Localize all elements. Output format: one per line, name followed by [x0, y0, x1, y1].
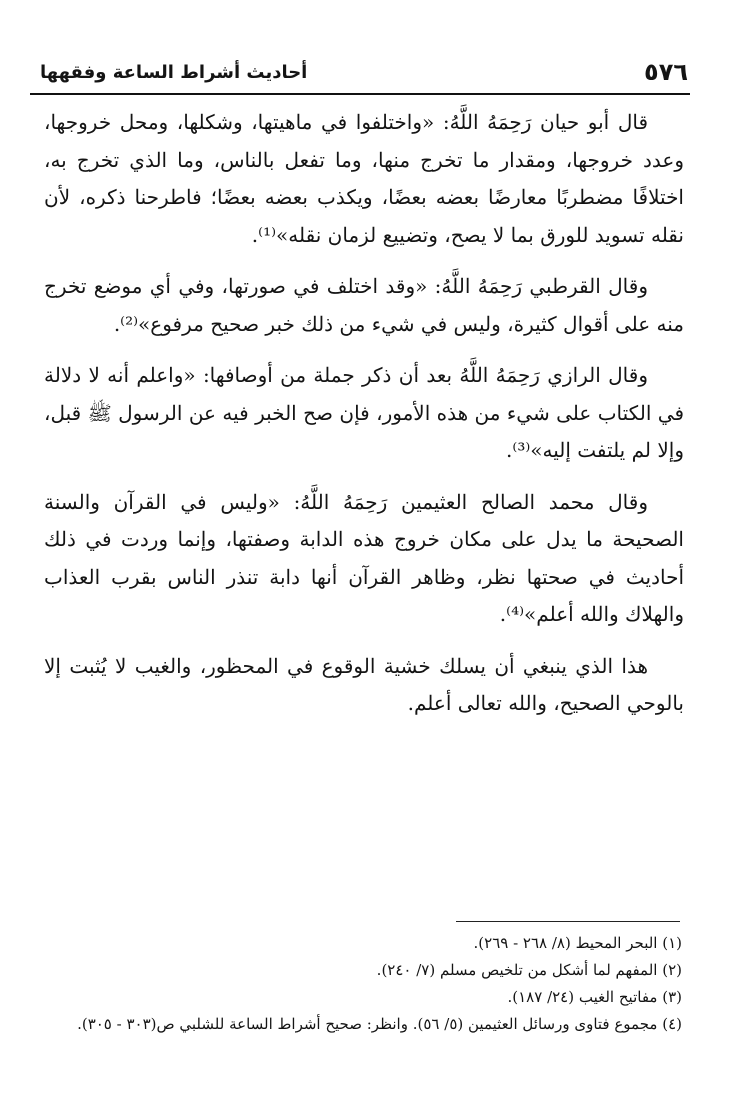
footnote-separator [456, 921, 680, 922]
page-number: ٥٧٦ [644, 58, 688, 86]
footnotes [40, 930, 682, 1038]
footnote-3: (٣) مفاتيح الغيب (٢٤/ ١٨٧). [507, 988, 682, 1006]
paragraph-razi: وقال الرازي رَحِمَهُ اللَّهُ بعد أن ذكر جملة من أوصافها: «واعلم أنه لا دلالة في الكتاب على شيء من هذه الأمور، فإن صح الخبر فيه عن الرسول ﷺ قبل، وإلا لم يلتفت إليه»⁽³⁾. [44, 363, 684, 462]
footnote-4: (٤) مجموع فتاوى ورسائل العثيمين (٥/ ٥٦). وانظر: صحيح أشراط الساعة للشلبي ص(٣٠٣ - ٣٠٥). [77, 1015, 682, 1033]
paragraph-uthaymeen: وقال محمد الصالح العثيمين رَحِمَهُ اللَّهُ: «وليس في القرآن والسنة الصحيحة ما يدل على مكان خروج هذه الدابة وصفتها، وإنما وردت في ذلك أحاديث في صحتها نظر، وظاهر القرآن أنها دابة تنذر الناس بقرب العذاب والهلاك والله أعلم»⁽⁴⁾. [44, 489, 684, 626]
page-header [40, 52, 688, 92]
running-title: أحاديث أشراط الساعة وفقهها [40, 61, 308, 83]
paragraph-qurtubi: وقال القرطبي رَحِمَهُ اللَّهُ: «وقد اختلف في صورتها، وفي أي موضع تخرج منه على أقوال كثيرة، وليس في شيء من ذلك خبر صحيح مرفوع»⁽²⁾. [44, 274, 684, 336]
main-text [44, 104, 684, 737]
footnote-1: (١) البحر المحيط (٨/ ٢٦٨ - ٢٦٩). [473, 934, 682, 952]
paragraph-conclusion: هذا الذي ينبغي أن يسلك خشية الوقوع في المحظور، والغيب لا يُثبت إلا بالوحي الصحيح، والله تعالى أعلم. [44, 653, 684, 715]
paragraph-abu-hayyan: قال أبو حيان رَحِمَهُ اللَّهُ: «واختلفوا في ماهيتها، وشكلها، ومحل خروجها، وعدد خروجها، ومقدار ما تخرج منها، وما تفعل بالناس، وما الذي تخرج به، اختلافًا مضطربًا معارضًا بعضه بعضًا، ويكذب بعضه بعضًا؛ فاطرحنا ذكره، لأن نقله تسويد للورق بما لا يصح، وتضييع لزمان نقله»⁽¹⁾. [44, 110, 684, 247]
footnote-2: (٢) المفهم لما أشكل من تلخيص مسلم (٧/ ٢٤٠). [376, 961, 682, 979]
header-rule [30, 93, 690, 95]
